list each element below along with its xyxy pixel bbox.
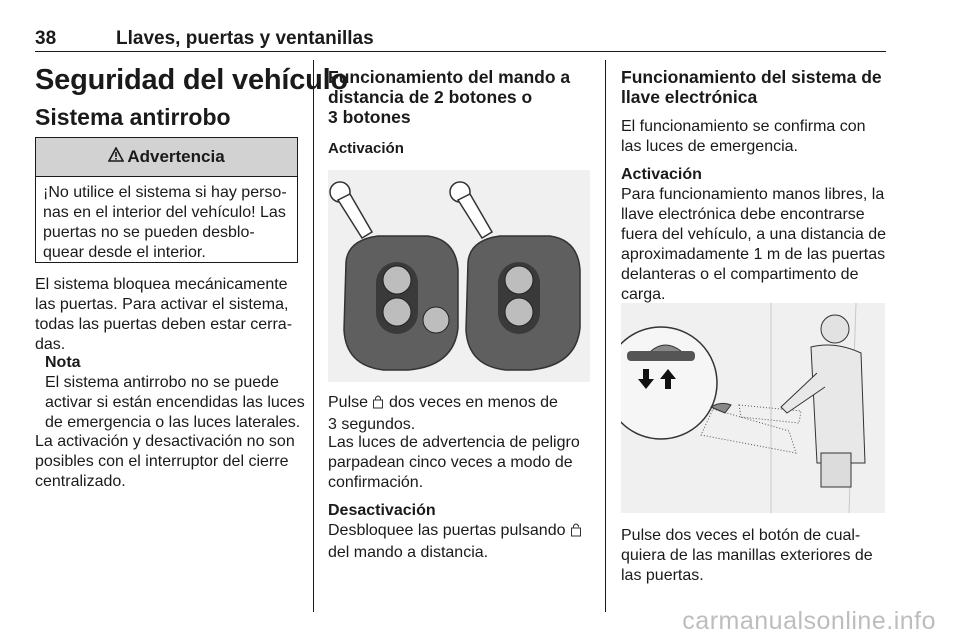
remote-heading: [328, 67, 570, 127]
text-line: de emergencia o las luces laterales.: [45, 414, 301, 431]
warning-line: puertas no se pueden desblo-: [43, 224, 255, 241]
text-line: llave electrónica debe encontrarse: [621, 206, 865, 223]
warning-triangle-icon: [108, 147, 124, 167]
paragraph-hazard-lights: [328, 433, 580, 493]
warning-box: [35, 137, 298, 263]
press-instruction: [328, 393, 558, 435]
keyless-intro: [621, 117, 866, 157]
text-line: las puertas.: [621, 567, 704, 584]
text-line: activar si están encendidas las luces: [45, 394, 305, 411]
activation-subheading: Activación: [621, 166, 702, 183]
text-line: La activación y desactivación no son: [35, 433, 295, 450]
unlock-icon: [570, 522, 582, 543]
text-line: quiera de las manillas exteriores de: [621, 547, 873, 564]
text-fragment: Desbloquee las puertas pulsando: [328, 522, 566, 539]
text-line: del mando a distancia.: [328, 544, 489, 561]
text-line: El sistema antirrobo no se puede: [45, 374, 279, 391]
keyless-heading: [621, 67, 882, 107]
text-fragment: Pulse: [328, 394, 369, 411]
keyless-press-instruction: [621, 526, 873, 586]
text-line: [328, 521, 582, 543]
text-line: posibles con el interruptor del cierre: [35, 453, 289, 470]
page-number: 38: [35, 28, 57, 49]
text-line: confirmación.: [328, 474, 424, 491]
heading-line: 3 botones: [328, 107, 411, 127]
text-line: fuera del vehículo, a una distancia de: [621, 226, 887, 243]
subsection-heading: Sistema antirrobo: [35, 104, 231, 130]
activation-subheading: Activación: [328, 140, 404, 157]
text-line: Para funcionamiento manos libres, la: [621, 186, 885, 203]
heading-line: distancia de 2 botones o: [328, 87, 533, 107]
warning-line: quear desde el interior.: [43, 244, 206, 261]
text-line: Las luces de advertencia de peligro: [328, 434, 580, 451]
header-rule: [35, 51, 886, 52]
text-line: aproximadamente 1 m de las puertas: [621, 246, 886, 263]
chapter-title: Llaves, puertas y ventanillas: [116, 28, 374, 49]
warning-line: nas en el interior del vehículo! Las: [43, 204, 286, 221]
text-line: parpadean cinco veces a modo de: [328, 454, 573, 471]
note-title: Nota: [45, 354, 81, 371]
text-line: carga.: [621, 286, 666, 303]
warning-title: Advertencia: [127, 147, 225, 166]
text-line: centralizado.: [35, 473, 126, 490]
lock-icon: [372, 394, 384, 415]
column-divider-2: [605, 60, 606, 612]
paragraph-activation: [35, 432, 295, 492]
heading-line: Funcionamiento del sistema de: [621, 67, 882, 87]
heading-line: llave electrónica: [621, 87, 758, 107]
keyless-activation: [621, 165, 886, 305]
text-line: 3 segundos.: [328, 416, 416, 433]
deactivation-subheading: Desactivación: [328, 502, 436, 519]
warning-header: [36, 138, 297, 177]
warning-line: ¡No utilice el sistema si hay perso-: [43, 184, 287, 201]
note-block: [45, 353, 305, 433]
text-line: las luces de emergencia.: [621, 138, 798, 155]
text-fragment: dos veces en menos de: [388, 394, 558, 411]
door-handle-illustration: [621, 303, 885, 513]
text-line: das.: [35, 336, 66, 353]
section-heading: Seguridad del vehículo: [35, 64, 349, 96]
text-line: las puertas. Para activar el sistema,: [35, 296, 289, 313]
deactivation-block: [328, 501, 582, 563]
text-line: El sistema bloquea mecánicamente: [35, 276, 288, 293]
paragraph-antitheft: [35, 275, 292, 355]
text-line: Pulse dos veces el botón de cual-: [621, 527, 861, 544]
remote-keys-illustration: [328, 170, 590, 382]
text-line: [328, 393, 558, 415]
text-line: todas las puertas deben estar cerra-: [35, 316, 293, 333]
column-divider-1: [313, 60, 314, 612]
watermark: carmanualsonline.info: [682, 607, 936, 635]
text-line: El funcionamiento se confirma con: [621, 118, 866, 135]
warning-text: [36, 177, 297, 269]
text-line: delanteras o el compartimento de: [621, 266, 859, 283]
heading-line: Funcionamiento del mando a: [328, 67, 571, 87]
